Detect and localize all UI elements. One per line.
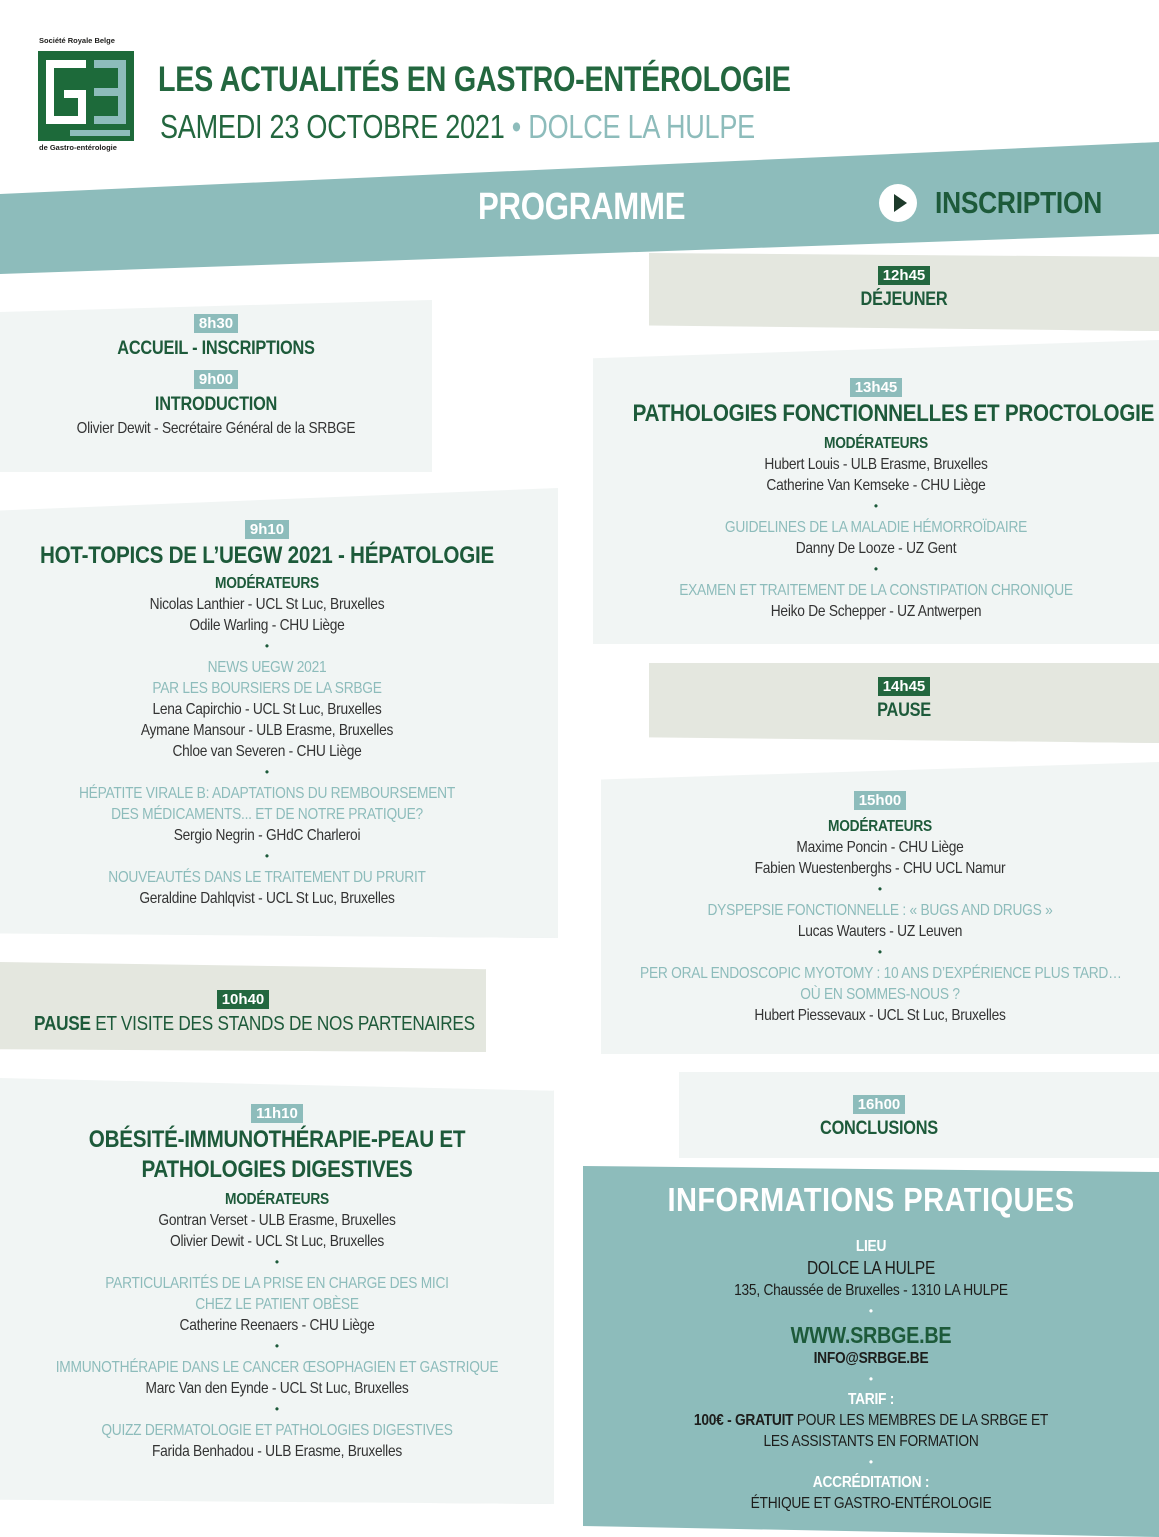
box-hot-topics — [0, 488, 558, 938]
bullet: • — [264, 849, 270, 863]
time-badge: 16h00 — [853, 1095, 906, 1114]
talk-title: IMMUNOTHÉRAPIE DANS LE CANCER ŒSOPHAGIEN ET GASTRIQUE — [55, 1359, 499, 1376]
moderators-label: MODÉRATEURS — [225, 1191, 329, 1208]
bullet: • — [274, 1402, 280, 1416]
talk-title: PAR LES BOURSIERS DE LA SRBGE — [152, 680, 382, 697]
box-pause-1040 — [0, 962, 486, 1052]
time-badge: 10h40 — [217, 990, 270, 1009]
event-venue: DOLCE LA HULPE — [528, 108, 755, 145]
bullet: • — [877, 882, 883, 896]
box-pathologies — [593, 340, 1159, 644]
talk-title: NEWS UEGW 2021 — [207, 659, 327, 676]
moderator: Odile Warling - CHU Liège — [189, 617, 345, 634]
box-session-1500 — [601, 762, 1159, 1054]
tarif-rest: POUR LES MEMBRES DE LA SRBGE ET — [793, 1412, 1049, 1429]
box-pause-1445 — [649, 663, 1159, 743]
speaker: Danny De Looze - UZ Gent — [795, 540, 957, 557]
time-badge: 15h00 — [854, 791, 907, 810]
time-badge: 9h00 — [194, 370, 238, 389]
info-title: INFORMATIONS PRATIQUES — [667, 1181, 1075, 1218]
box-obesite — [0, 1078, 554, 1504]
logo-mark — [36, 46, 136, 146]
talk-title: OÙ EN SOMMES-NOUS ? — [800, 986, 960, 1003]
session-title: INTRODUCTION — [154, 394, 278, 415]
moderator: Olivier Dewit - UCL St Luc, Bruxelles — [169, 1233, 384, 1250]
pause-bold: PAUSE — [34, 1013, 91, 1035]
tarif-line1 — [623, 1410, 1118, 1431]
bullet: • — [264, 639, 270, 653]
session-title: PATHOLOGIES FONCTIONNELLES ET PROCTOLOGIE — [632, 400, 1155, 427]
bullet: • — [868, 1304, 874, 1318]
srbge-logo — [36, 36, 136, 152]
tarif-free: GRATUIT — [734, 1412, 794, 1429]
talk-title: NOUVEAUTÉS DANS LE TRAITEMENT DU PRURIT — [108, 869, 426, 886]
speaker: Chloe van Severen - CHU Liège — [172, 743, 362, 760]
speaker: Hubert Piessevaux - UCL St Luc, Bruxelles — [754, 1007, 1006, 1024]
programme-heading: PROGRAMME — [478, 186, 686, 228]
logo-bottom-text: de Gastro-entérologie — [39, 143, 117, 152]
talk-title: PARTICULARITÉS DE LA PRISE EN CHARGE DES MICI — [105, 1275, 449, 1292]
session-title: PATHOLOGIES DIGESTIVES — [141, 1156, 413, 1183]
pause-rest: ET VISITE DES STANDS DE NOS PARTENAIRES — [90, 1013, 475, 1035]
bullet: • — [868, 1372, 874, 1386]
talk-title: GUIDELINES DE LA MALADIE HÉMORROÏDAIRE — [724, 519, 1028, 536]
tarif-label: TARIF : — [847, 1391, 895, 1408]
speaker: Geraldine Dahlqvist - UCL St Luc, Bruxelles — [139, 890, 395, 907]
session-title: HOT-TOPICS DE L’UEGW 2021 - HÉPATOLOGIE — [39, 542, 495, 569]
speaker: Farida Benhadou - ULB Erasme, Bruxelles — [152, 1443, 402, 1460]
box-dejeuner — [649, 253, 1159, 331]
event-date-venue — [160, 108, 755, 146]
time-badge: 8h30 — [194, 314, 238, 333]
speaker: Aymane Mansour - ULB Erasme, Bruxelles — [140, 722, 394, 739]
moderator: Fabien Wuestenberghs - CHU UCL Namur — [754, 860, 1006, 877]
talk-title: QUIZZ DERMATOLOGIE ET PATHOLOGIES DIGESTIVES — [101, 1422, 453, 1439]
talk-title: PER ORAL ENDOSCOPIC MYOTOMY : 10 ANS D’EXPÉRIENCE PLUS TARD… — [640, 965, 1122, 982]
inscription-label[interactable]: INSCRIPTION — [935, 185, 1103, 220]
talk-title: HÉPATITE VIRALE B: ADAPTATIONS DU REMBOURSEMENT — [78, 785, 456, 802]
speaker: Marc Van den Eynde - UCL St Luc, Bruxelles — [145, 1380, 409, 1397]
box-conclusions — [679, 1072, 1159, 1158]
bullet: • — [873, 499, 879, 513]
speaker: Sergio Negrin - GHdC Charleroi — [173, 827, 361, 844]
talk-title: EXAMEN ET TRAITEMENT DE LA CONSTIPATION CHRONIQUE — [679, 582, 1073, 599]
tarif-line2: LES ASSISTANTS EN FORMATION — [763, 1433, 979, 1450]
logo-top-text: Société Royale Belge — [39, 36, 115, 45]
event-date: SAMEDI 23 OCTOBRE 2021 — [160, 108, 505, 145]
box-accueil — [0, 300, 432, 472]
session-title: CONCLUSIONS — [820, 1118, 938, 1139]
time-badge: 11h10 — [251, 1104, 303, 1123]
speaker: Lena Capirchio - UCL St Luc, Bruxelles — [152, 701, 382, 718]
moderator: Nicolas Lanthier - UCL St Luc, Bruxelles — [149, 596, 385, 613]
moderator: Catherine Van Kemseke - CHU Liège — [766, 477, 986, 494]
bullet: • — [868, 1455, 874, 1469]
website-link[interactable]: WWW.SRBGE.BE — [790, 1322, 952, 1348]
session-title — [34, 1011, 475, 1037]
session-title: PAUSE — [877, 700, 931, 721]
moderator: Maxime Poncin - CHU Liège — [796, 839, 964, 856]
lieu-label: LIEU — [855, 1238, 887, 1255]
moderators-label: MODÉRATEURS — [824, 435, 928, 452]
info-pratiques — [583, 1166, 1159, 1537]
accred-text: ÉTHIQUE ET GASTRO-ENTÉROLOGIE — [750, 1495, 992, 1512]
speaker: Catherine Reenaers - CHU Liège — [179, 1317, 375, 1334]
session-title: ACCUEIL - INSCRIPTIONS — [117, 338, 315, 359]
moderators-label: MODÉRATEURS — [215, 575, 319, 592]
talk-title: DES MÉDICAMENTS... ET DE NOTRE PRATIQUE? — [111, 806, 423, 823]
play-icon[interactable] — [879, 184, 917, 222]
session-title: DÉJEUNER — [860, 289, 948, 310]
moderator: Hubert Louis - ULB Erasme, Bruxelles — [764, 456, 988, 473]
bullet: • — [873, 562, 879, 576]
session-title: OBÉSITÉ-IMMUNOTHÉRAPIE-PEAU ET — [88, 1126, 466, 1153]
tarif-price: 100€ - — [693, 1412, 735, 1429]
email-link[interactable]: INFO@SRBGE.BE — [813, 1350, 929, 1367]
bullet: • — [877, 945, 883, 959]
moderators-label: MODÉRATEURS — [828, 818, 932, 835]
lieu-address: 135, Chaussée de Bruxelles - 1310 LA HULPE — [734, 1282, 1008, 1299]
accred-label: ACCRÉDITATION : — [812, 1474, 930, 1491]
separator-dot: • — [511, 108, 522, 145]
bullet: • — [264, 765, 270, 779]
lieu-name: DOLCE LA HULPE — [806, 1258, 936, 1278]
time-badge: 14h45 — [878, 677, 931, 696]
time-badge: 12h45 — [878, 266, 931, 285]
event-title: LES ACTUALITÉS EN GASTRO-ENTÉROLOGIE — [158, 60, 791, 99]
speaker: Olivier Dewit - Secrétaire Général de la SRBGE — [76, 420, 356, 437]
speaker: Lucas Wauters - UZ Leuven — [797, 923, 963, 940]
inscription-link[interactable] — [879, 184, 1132, 222]
speaker: Heiko De Schepper - UZ Antwerpen — [770, 603, 982, 620]
bullet: • — [274, 1339, 280, 1353]
talk-title: DYSPEPSIE FONCTIONNELLE : « BUGS AND DRUGS » — [707, 902, 1053, 919]
bullet: • — [274, 1255, 280, 1269]
time-badge: 13h45 — [850, 378, 903, 397]
talk-title: CHEZ LE PATIENT OBÈSE — [195, 1296, 359, 1313]
moderator: Gontran Verset - ULB Erasme, Bruxelles — [158, 1212, 396, 1229]
time-badge: 9h10 — [245, 520, 289, 539]
